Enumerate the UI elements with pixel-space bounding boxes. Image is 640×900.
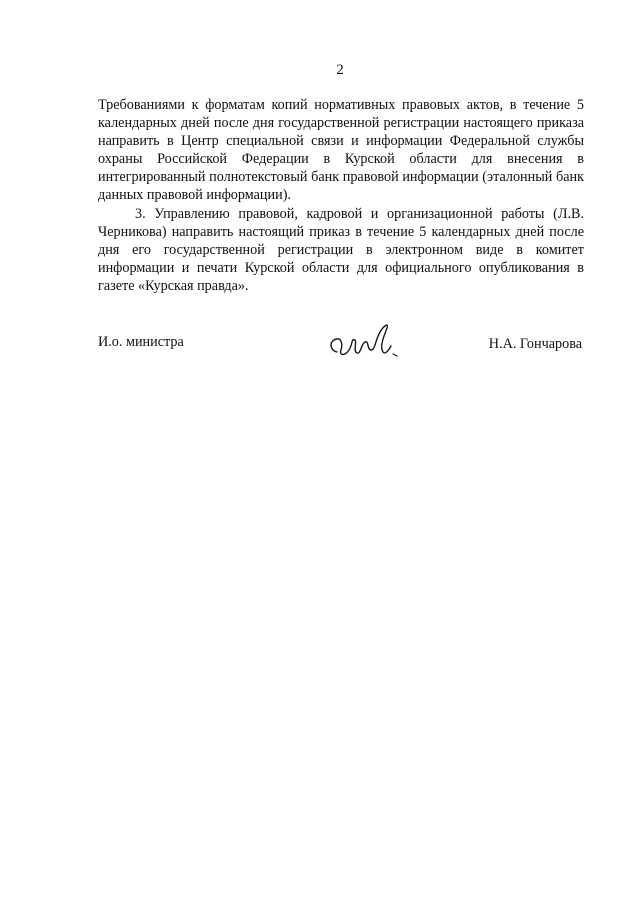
paragraph-item-3: 3. Управлению правовой, кадровой и организационной работы (Л.В. Черникова) направить настоящий приказ в течение 5 календарных дней после дня его государственной регистрации в электронном виде в комитет информации и печати Курской области для официального опубликования в газете «Курская правда».: [98, 205, 584, 294]
signer-name: Н.А. Гончарова: [488, 336, 582, 352]
handwritten-signature: [323, 320, 403, 366]
signer-position: И.о. министра: [98, 334, 184, 350]
signature-block: [98, 320, 584, 370]
paragraph-continuation: Требованиями к форматам копий нормативных правовых актов, в течение 5 календарных дней после дня государственной регистрации настоящего приказа направить в Центр специальной связи и информации Федеральной службы охраны Российской Федерации в Курской области для внесения в интегрированный полнотекстовый банк правовой информации (эталонный банк данных правовой информации).: [98, 97, 584, 204]
page-number: 2: [336, 62, 344, 78]
document-body: [98, 96, 584, 295]
